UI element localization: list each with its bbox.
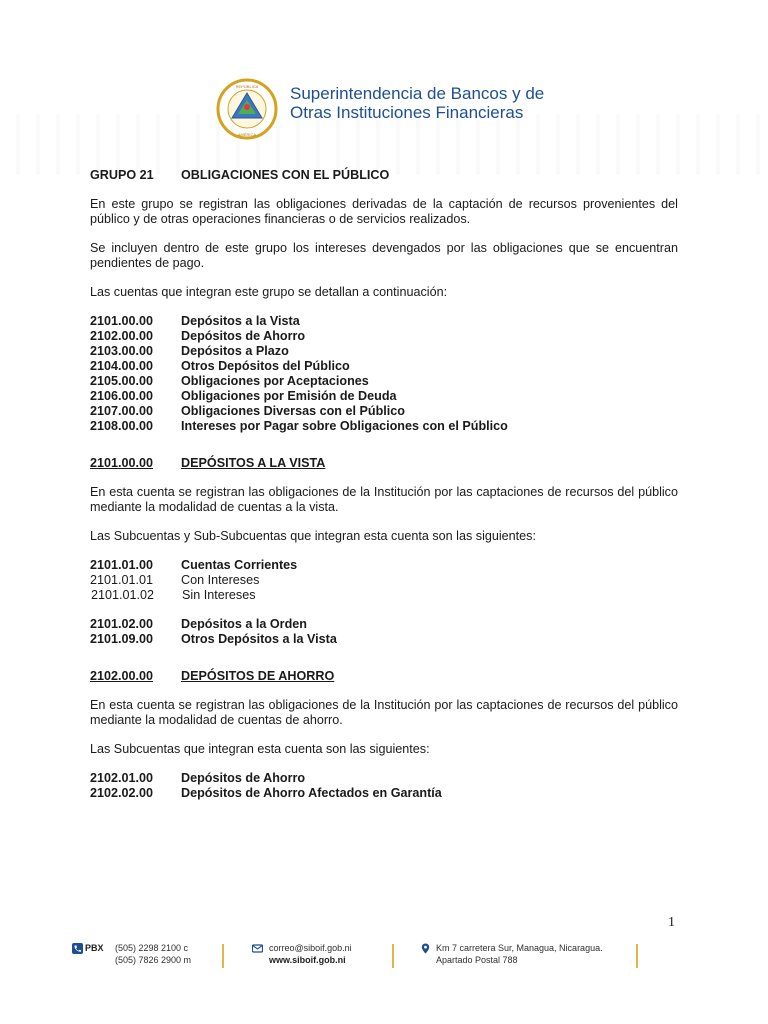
- account-code: 2102.00.00: [90, 329, 154, 343]
- org-name-line1: Superintendencia de Bancos y de: [290, 84, 545, 103]
- section-title: DEPÓSITOS A LA VISTA: [181, 456, 326, 470]
- header-background-stripes: [0, 115, 768, 175]
- account-row: [90, 419, 678, 434]
- subaccount-code: 2101.09.00: [90, 632, 154, 646]
- pbx-label-text: PBX: [85, 943, 104, 953]
- group-paragraph-3: Las cuentas que integran este grupo se detallan a continuación:: [90, 285, 448, 299]
- section-heading-2102: [90, 669, 678, 684]
- account-code: 2104.00.00: [90, 359, 154, 373]
- phone-numbers: [115, 942, 191, 966]
- website-link[interactable]: www.siboif.gob.ni: [269, 955, 346, 965]
- subaccount-name: Otros Depósitos a la Vista: [181, 632, 337, 646]
- section-code: 2102.00.00: [90, 669, 154, 683]
- section2-paragraph-2: Las Subcuentas que integran esta cuenta son las siguientes:: [90, 742, 430, 756]
- subaccount-name: Sin Intereses: [182, 588, 256, 602]
- account-code: 2103.00.00: [90, 344, 154, 358]
- account-code: 2107.00.00: [90, 404, 154, 418]
- page-number: 1: [668, 915, 675, 930]
- account-row: [90, 404, 678, 419]
- address-line-1: Km 7 carretera Sur, Managua, Nicaragua.: [436, 943, 603, 953]
- section2-paragraph-1: En esta cuenta se registran las obligaciones de la Institución por las captaciones de recursos del público mediante la modalidad de cuentas de ahorro.: [90, 698, 678, 727]
- account-code: 2106.00.00: [90, 389, 154, 403]
- contact-online: [269, 942, 352, 966]
- account-row: [90, 389, 678, 404]
- account-name: Depósitos de Ahorro: [181, 329, 306, 343]
- org-name-line2: Otras Instituciones Financieras: [290, 103, 524, 122]
- national-seal-logo: [214, 78, 280, 140]
- group-accounts-list: [90, 314, 678, 434]
- subsubaccount-row: [90, 573, 678, 588]
- pbx-label: [85, 942, 115, 954]
- account-row: [90, 359, 678, 374]
- subaccount-code: 2102.02.00: [90, 786, 154, 800]
- page-footer: [0, 938, 768, 978]
- section1-paragraph-2: Las Subcuentas y Sub-Subcuentas que integran esta cuenta son las siguientes:: [90, 529, 536, 543]
- subaccount-code: 2101.02.00: [90, 617, 154, 631]
- subaccount-code: 2102.01.00: [90, 771, 154, 785]
- account-name: Obligaciones Diversas con el Público: [181, 404, 405, 418]
- phone-icon: [72, 943, 83, 954]
- subsubaccount-row: [90, 588, 678, 603]
- address-line-2: Apartado Postal 788: [436, 955, 518, 965]
- account-name: Depósitos a la Vista: [181, 314, 300, 328]
- footer-divider: [392, 944, 394, 968]
- section-title: DEPÓSITOS DE AHORRO: [181, 669, 335, 683]
- subaccount-row: [90, 617, 678, 632]
- account-row: [90, 344, 678, 359]
- group-paragraph-2: Se incluyen dentro de este grupo los intereses devengados por las obligaciones que se encuentran pendientes de pago.: [90, 241, 678, 270]
- account-row: [90, 329, 678, 344]
- subaccount-name: Cuentas Corrientes: [181, 558, 298, 572]
- group-code: GRUPO 21: [90, 168, 154, 182]
- account-name: Intereses por Pagar sobre Obligaciones con el Público: [181, 419, 508, 433]
- location-pin-icon: [420, 943, 431, 954]
- subaccount-name: Depósitos de Ahorro Afectados en Garantía: [181, 786, 442, 800]
- account-code: 2101.00.00: [90, 314, 154, 328]
- account-name: Obligaciones por Aceptaciones: [181, 374, 369, 388]
- group-title: OBLIGACIONES CON EL PÚBLICO: [181, 168, 390, 182]
- document-body: [90, 168, 678, 801]
- svg-text:AMÉRICA: AMÉRICA: [237, 132, 257, 137]
- phone-number-2: (505) 7826 2900 m: [115, 955, 192, 965]
- footer-divider: [222, 944, 224, 968]
- account-code: 2108.00.00: [90, 419, 154, 433]
- account-row: [90, 314, 678, 329]
- subaccount-name: Con Intereses: [181, 573, 260, 587]
- subaccount-row: [90, 632, 678, 647]
- group-paragraph-1: En este grupo se registran las obligaciones derivadas de la captación de recursos provenientes del público y de otras operaciones financieras o de servicios realizados.: [90, 197, 678, 226]
- subaccount-name: Depósitos de Ahorro: [181, 771, 306, 785]
- account-name: Otros Depósitos del Público: [181, 359, 350, 373]
- subaccount-code: 2101.01.01: [90, 573, 154, 587]
- account-name: Obligaciones por Emisión de Deuda: [181, 389, 397, 403]
- section1-paragraph-1: En esta cuenta se registran las obligaciones de la Institución por las captaciones de recursos del público mediante la modalidad de cuentas a la vista.: [90, 485, 678, 514]
- email-icon: [252, 943, 263, 954]
- subaccount-name: Depósitos a la Orden: [181, 617, 307, 631]
- subaccount-row: [90, 771, 678, 786]
- group-heading: [90, 168, 678, 183]
- account-row: [90, 374, 678, 389]
- subaccount-row: [90, 786, 678, 801]
- section-heading-2101: [90, 456, 678, 471]
- account-name: Depósitos a Plazo: [181, 344, 289, 358]
- section-code: 2101.00.00: [90, 456, 154, 470]
- subaccount-row: [90, 558, 678, 573]
- account-code: 2105.00.00: [90, 374, 154, 388]
- organization-name: [290, 84, 544, 122]
- footer-divider: [636, 944, 638, 968]
- svg-text:REPÚBLICA: REPÚBLICA: [235, 84, 259, 89]
- postal-address: [436, 942, 603, 966]
- subaccount-code: 2101.01.00: [90, 558, 154, 572]
- subaccount-code: 2101.01.02: [91, 588, 155, 602]
- phone-number-1: (505) 2298 2100 c: [115, 943, 189, 953]
- email-address[interactable]: correo@siboif.gob.ni: [269, 943, 352, 953]
